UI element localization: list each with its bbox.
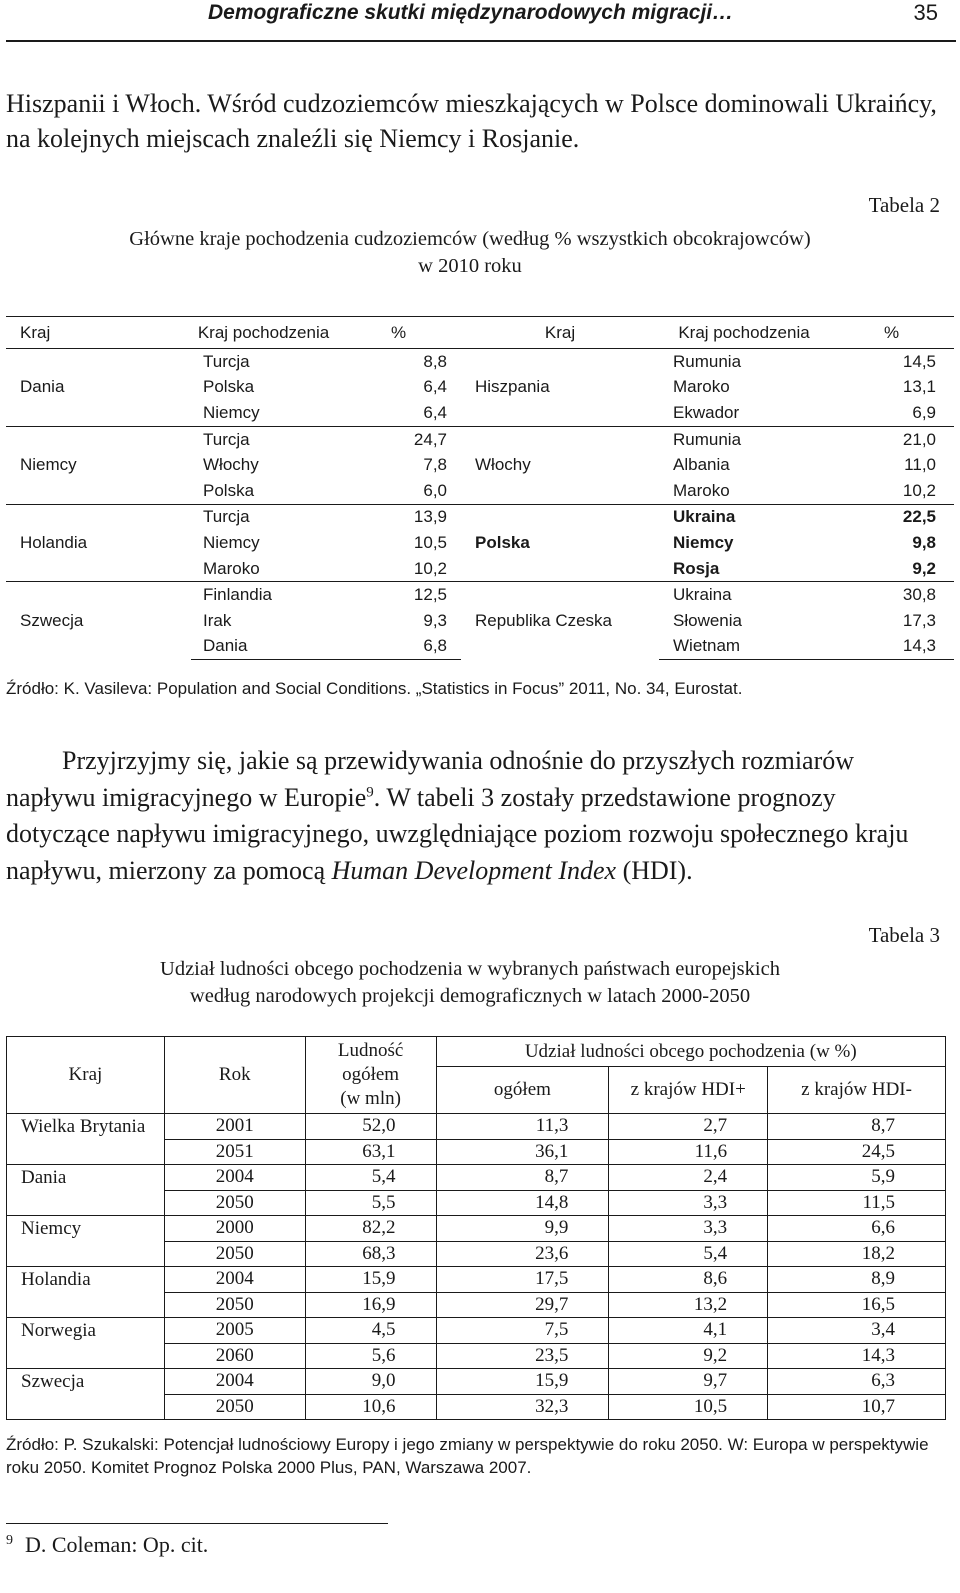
share-total-cell: 23,6 [436,1241,609,1267]
percent-cell: 6,8 [336,634,461,660]
table-row [7,1267,946,1293]
table3-title-line1: Udział ludności obcego pochodzenia w wybranych państwach europejskich [160,958,780,980]
table3 [6,1036,946,1420]
percent-cell: 9,2 [912,558,936,578]
year-cell: 2005 [164,1318,305,1344]
origin-cell: Turcja [203,351,250,371]
table-row [6,504,954,530]
percent-cell: 14,5 [902,351,936,371]
share-total-cell: 36,1 [436,1139,609,1165]
population-cell: 5,6 [305,1343,436,1369]
year-cell: 2004 [164,1369,305,1395]
para-part1: Przyjrzyjmy się, jakie są przewidywania odnośnie do przyszłych rozmiarów napływu imigracyjnego w Europie [6,746,855,812]
country-cell: Szwecja [6,582,191,660]
share-hdi-plus-cell: 2,4 [609,1165,768,1191]
percent-cell: 21,0 [829,426,954,452]
country-cell: Dania [7,1165,165,1216]
share-hdi-minus-cell: 24,5 [768,1139,946,1165]
header-rule [6,40,956,42]
origin-cell: Niemcy [203,532,260,552]
population-cell: 52,0 [305,1114,436,1140]
percent-cell: 24,7 [336,426,461,452]
origin-cell: Niemcy [673,532,734,552]
table2-header-cell: Kraj pochodzenia [191,317,336,349]
table3-header-ludnosc [305,1037,436,1114]
table3-label: Tabela 3 [868,923,940,947]
share-hdi-plus-cell: 5,4 [609,1241,768,1267]
share-hdi-minus-cell: 8,9 [768,1267,946,1293]
table2-header-row [6,317,954,349]
percent-cell: 9,8 [912,532,936,552]
footnote-ref: 9 [366,783,374,800]
percent-cell: 17,3 [902,610,936,630]
population-cell: 4,5 [305,1318,436,1344]
origin-cell: Rumunia [673,351,742,371]
table-row [6,426,954,452]
country-cell: Holandia [7,1267,165,1318]
origin-cell: Dania [191,634,336,660]
country-cell: Hiszpania [475,377,550,397]
running-title: Demograficzne skutki międzynarodowych migracji… [208,1,734,24]
table2-header-cell: Kraj pochodzenia [659,317,829,349]
share-hdi-plus-cell: 9,7 [609,1369,768,1395]
share-total-cell: 11,3 [436,1114,609,1140]
share-hdi-plus-cell: 2,7 [609,1114,768,1140]
share-total-cell: 8,7 [436,1165,609,1191]
origin-cell: Albania [673,455,730,475]
share-hdi-plus-cell: 4,1 [609,1318,768,1344]
year-cell: 2050 [164,1292,305,1318]
origin-cell: Niemcy [203,402,260,422]
year-cell: 2060 [164,1343,305,1369]
table2-title-line1: Główne kraje pochodzenia cudzoziemców (według % wszystkich obcokrajowców) [129,228,811,250]
year-cell: 2000 [164,1216,305,1242]
origin-cell: Maroko [673,480,730,500]
origin-cell: Rumunia [659,426,829,452]
origin-cell: Wietnam [659,634,829,660]
country-cell: Norwegia [7,1318,165,1369]
country-cell: Niemcy [7,1216,165,1267]
year-cell: 2004 [164,1267,305,1293]
percent-cell: 13,1 [902,377,936,397]
percent-cell: 7,8 [423,455,447,475]
table-row [7,1165,946,1191]
share-total-cell: 7,5 [436,1318,609,1344]
country-cell: Niemcy [6,426,191,504]
table2-header-cell: % [829,317,954,349]
population-cell: 9,0 [305,1369,436,1395]
intro-paragraph: Hiszpanii i Włoch. Wśród cudzoziemców mieszkających w Polsce dominowali Ukraińcy, na kolejnych miejscach znaleźli się Niemcy i Rosjanie. [6,89,937,153]
origin-cell: Maroko [203,558,260,578]
footnote [6,1530,208,1560]
share-hdi-minus-cell: 14,3 [768,1343,946,1369]
share-hdi-plus-cell: 3,3 [609,1216,768,1242]
table-row [6,582,954,608]
table2-title [20,226,920,280]
population-cell: 82,2 [305,1216,436,1242]
para-part3: (HDI). [616,855,693,885]
origin-cell: Włochy [203,455,259,475]
table-row [7,1369,946,1395]
page-header [0,0,960,45]
origin-cell: Rosja [673,558,720,578]
footnote-number: 9 [6,1532,13,1548]
percent-cell: 14,3 [829,634,954,660]
table2-label: Tabela 2 [868,193,940,217]
share-hdi-minus-cell: 16,5 [768,1292,946,1318]
year-cell: 2004 [164,1165,305,1191]
table3-header-ludnosc-2: ogółem [342,1064,400,1085]
percent-cell: 22,5 [829,504,954,530]
table3-header-ogolem: ogółem [436,1067,609,1114]
table3-header-ludnosc-1: Ludność [337,1040,404,1061]
table3-header-udzial: Udział ludności obcego pochodzenia (w %) [436,1037,945,1067]
origin-cell: Irak [203,610,232,630]
origin-cell: Ukraina [659,504,829,530]
year-cell: 2051 [164,1139,305,1165]
table-row [7,1216,946,1242]
footnote-rule [6,1523,388,1524]
origin-cell: Polska [203,480,255,500]
share-total-cell: 9,9 [436,1216,609,1242]
country-cell: Włochy [461,426,659,504]
origin-cell: Polska [203,377,255,397]
share-hdi-minus-cell: 11,5 [768,1190,946,1216]
share-hdi-plus-cell: 8,6 [609,1267,768,1293]
percent-cell: 9,3 [423,610,447,630]
population-cell: 63,1 [305,1139,436,1165]
origin-cell: Ekwador [673,402,740,422]
population-cell: 16,9 [305,1292,436,1318]
year-cell: 2050 [164,1394,305,1420]
percent-cell: 10,2 [413,558,447,578]
table2-header-cell: Kraj [6,317,191,349]
share-total-cell: 17,5 [436,1267,609,1293]
share-hdi-minus-cell: 3,4 [768,1318,946,1344]
page-number: 35 [913,0,938,25]
origin-cell: Turcja [191,504,336,530]
origin-cell: Turcja [191,426,336,452]
population-cell: 68,3 [305,1241,436,1267]
footnote-text: D. Coleman: Op. cit. [25,1532,209,1557]
share-total-cell: 15,9 [436,1369,609,1395]
para-part2: . W tabeli 3 zostały przedstawione prognozy dotyczące napływu imigracyjnego, uwzględniające poziom rozwoju społecznego kraju napływu, mierzony za pomocą [6,782,909,885]
origin-cell: Maroko [673,377,730,397]
table2 [6,316,954,660]
table3-header-row [7,1037,946,1067]
share-total-cell: 32,3 [436,1394,609,1420]
table3-header-hdi-minus: z krajów HDI- [768,1067,946,1114]
year-cell: 2050 [164,1241,305,1267]
share-hdi-minus-cell: 18,2 [768,1241,946,1267]
percent-cell: 6,4 [423,377,447,397]
table3-source: Źródło: P. Szukalski: Potencjał ludnościowy Europy i jego zmiany w perspektywie do roku 2050. W: Europa w perspektywie roku 2050. Komitet Prognoz Polska 2000 Plus, PAN, Warszawa 2007. [6,1435,929,1477]
origin-cell: Ukraina [659,582,829,608]
country-cell: Dania [20,377,65,397]
share-hdi-plus-cell: 3,3 [609,1190,768,1216]
table-row [7,1318,946,1344]
share-hdi-plus-cell: 13,2 [609,1292,768,1318]
share-hdi-minus-cell: 10,7 [768,1394,946,1420]
share-hdi-minus-cell: 5,9 [768,1165,946,1191]
table3-header-hdi-plus: z krajów HDI+ [609,1067,768,1114]
year-cell: 2001 [164,1114,305,1140]
share-hdi-minus-cell: 6,3 [768,1369,946,1395]
origin-cell: Finlandia [191,582,336,608]
percent-cell: 6,9 [912,402,936,422]
table2-header-cell: % [336,317,461,349]
percent-cell: 13,9 [336,504,461,530]
para-italic: Human Development Index [331,855,617,885]
table3-title [20,956,920,1010]
share-hdi-plus-cell: 10,5 [609,1394,768,1420]
year-cell: 2050 [164,1190,305,1216]
table-row [7,1114,946,1140]
country-cell: Szwecja [7,1369,165,1420]
population-cell: 5,5 [305,1190,436,1216]
origin-cell: Słowenia [673,610,742,630]
percent-cell: 30,8 [829,582,954,608]
percent-cell: 11,0 [904,455,936,475]
share-hdi-minus-cell: 8,7 [768,1114,946,1140]
population-cell: 15,9 [305,1267,436,1293]
population-cell: 5,4 [305,1165,436,1191]
share-total-cell: 29,7 [436,1292,609,1318]
table2-source: Źródło: K. Vasileva: Population and Social Conditions. „Statistics in Focus” 2011, No. 34, Eurostat. [6,679,743,698]
table2-header-cell: Kraj [461,317,659,349]
country-cell: Polska [461,504,659,582]
table-row [6,349,954,375]
table3-title-line2: według narodowych projekcji demograficznych w latach 2000-2050 [189,985,751,1007]
table3-header-rok: Rok [164,1037,305,1114]
percent-cell: 10,2 [902,480,936,500]
share-hdi-plus-cell: 9,2 [609,1343,768,1369]
share-hdi-minus-cell: 6,6 [768,1216,946,1242]
percent-cell: 6,4 [423,402,447,422]
country-cell: Holandia [6,504,191,582]
country-cell: Wielka Brytania [7,1114,165,1165]
percent-cell: 12,5 [336,582,461,608]
percent-cell: 6,0 [423,480,447,500]
body-paragraph [6,743,946,889]
percent-cell: 10,5 [413,532,447,552]
table3-header-kraj: Kraj [7,1037,165,1114]
share-total-cell: 23,5 [436,1343,609,1369]
table3-header-ludnosc-3: (w mln) [340,1088,401,1109]
share-total-cell: 14,8 [436,1190,609,1216]
country-cell: Republika Czeska [461,582,659,660]
table2-title-line2: w 2010 roku [418,255,522,277]
percent-cell: 8,8 [423,351,447,371]
population-cell: 10,6 [305,1394,436,1420]
share-hdi-plus-cell: 11,6 [609,1139,768,1165]
